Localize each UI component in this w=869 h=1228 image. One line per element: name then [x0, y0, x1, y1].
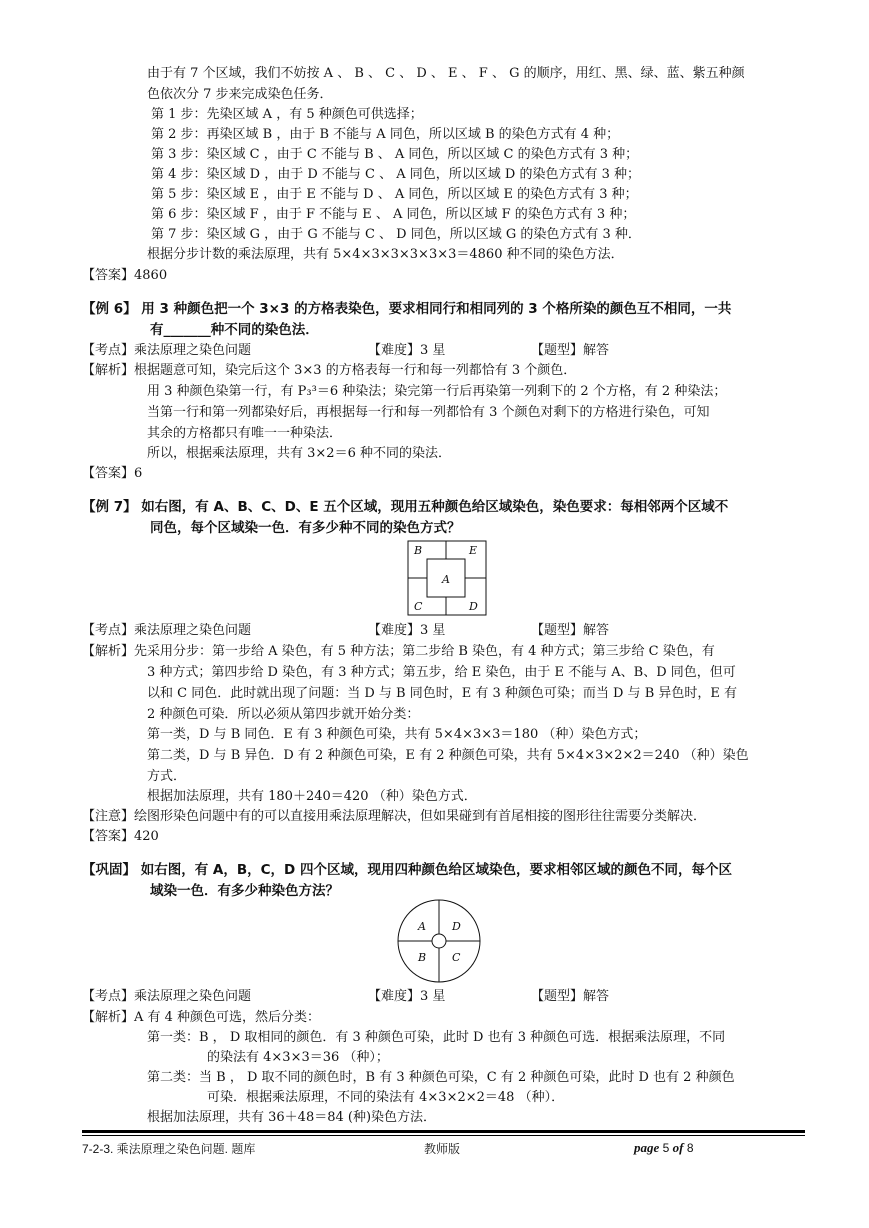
footer-rule-thin: [82, 1135, 805, 1136]
step-line: 第 3 步：染区域 C ，由于 C 不能与 B 、 A 同色，所以区域 C 的染色方式有 3 种；: [151, 147, 639, 162]
body-line: 根据分步计数的乘法原理，共有 5×4×3×3×3×3×3＝4860 种不同的染色方法．: [147, 247, 624, 262]
example-title: 有_______种不同的染色法．: [150, 322, 319, 338]
of-word: of: [672, 1140, 684, 1155]
region-label: B: [414, 544, 423, 557]
region-label: E: [469, 544, 478, 557]
tag-nandu: 【难度】3 星: [368, 623, 446, 638]
tag-nandu: 【难度】3 星: [368, 343, 446, 358]
analysis-line: 可染．根据乘法原理，不同的染法有 4×3×2×2＝48 （种）．: [207, 1090, 565, 1105]
note-line: 【注意】绘图形染色问题中有的可以直接用乘法原理解决，但如果碰到有首尾相接的图形往往需要分类解决．: [82, 809, 707, 824]
analysis-line: 【解析】A 有 4 种颜色可选，然后分类：: [82, 1010, 321, 1025]
step-line: 第 4 步：染区域 D ，由于 D 不能与 C 、 A 同色，所以区域 D 的染色方式有 3 种；: [151, 167, 640, 182]
analysis-line: 根据加法原理，共有 36＋48＝84 (种)染色方法．: [147, 1110, 437, 1125]
footer-left: 7-2-3. 乘法原理之染色问题. 题库: [82, 1142, 256, 1156]
tag-kaodian: 【考点】乘法原理之染色问题: [82, 989, 252, 1004]
footer-rule-thick: [82, 1130, 805, 1133]
footer-center: 教师版: [424, 1142, 461, 1156]
body-line: 由于有 7 个区域，我们不妨按 A 、 B 、 C 、 D 、 E 、 F 、 G 的顺序，用红、黑、绿、蓝、紫五种颜: [147, 66, 745, 81]
analysis-line: 第一类：B ， D 取相同的颜色．有 3 种颜色可染，此时 D 也有 3 种颜色可选．根据乘法原理，不同: [147, 1030, 726, 1045]
answer-line: 【答案】6: [82, 466, 143, 481]
analysis-line: 2 种颜色可染．所以必须从第四步就开始分类：: [147, 707, 420, 722]
page-total: 8: [686, 1141, 694, 1155]
example-title: 【例 7】 如右图，有 A、B、C、D、E 五个区域，现用五种颜色给区域染色，染色要求：每相邻两个区域不: [82, 499, 729, 515]
example-title: 同色，每个区域染一色．有多少种不同的染色方式？: [150, 520, 461, 536]
tag-nandu: 【难度】3 星: [368, 989, 446, 1004]
analysis-line: 【解析】根据题意可知，染完后这个 3×3 的方格表每一行和每一列都恰有 3 个颜色．: [82, 363, 577, 378]
region-label: A: [418, 920, 426, 933]
region-label: D: [469, 600, 478, 613]
region-label: D: [452, 920, 461, 933]
analysis-line: 以和 C 同色．此时就出现了问题：当 D 与 B 同色时，E 有 3 种颜色可染；而当 D 与 B 异色时，E 有: [147, 686, 738, 701]
example-title: 【巩固】 如右图，有 A，B，C，D 四个区域，现用四种颜色给区域染色，要求相邻区域的颜色不同，每个区: [82, 862, 732, 878]
page-number: [634, 1140, 694, 1156]
tag-kaodian: 【考点】乘法原理之染色问题: [82, 623, 252, 638]
region-label: B: [418, 951, 427, 964]
tag-tixing: 【题型】解答: [531, 989, 610, 1004]
example-title: 域染一色．有多少种染色方法？: [150, 883, 339, 899]
page-current: 5: [662, 1141, 670, 1155]
tag-tixing: 【题型】解答: [531, 343, 610, 358]
analysis-line: 第一类，D 与 B 同色．E 有 3 种颜色可染，共有 5×4×3×3＝180 （种）染色方式；: [147, 727, 647, 742]
analysis-line: 的染法有 4×3×3＝36 （种）；: [207, 1050, 389, 1065]
analysis-line: 方式．: [147, 769, 187, 784]
region-label: A: [442, 573, 450, 586]
step-line: 第 1 步：先染区域 A ，有 5 种颜色可供选择；: [151, 107, 423, 122]
analysis-line: 根据加法原理，共有 180＋240＝420 （种）染色方式．: [147, 789, 477, 804]
region-label: C: [414, 600, 423, 613]
analysis-line: 3 种方式；第四步给 D 染色，有 3 种方式；第五步，给 E 染色，由于 E 不能与 A、B、D 同色，但可: [147, 665, 736, 680]
region-label: C: [452, 951, 461, 964]
square-region-figure: [407, 540, 489, 617]
analysis-line: 用 3 种颜色染第一行，有 P₃³＝6 种染法；染完第一行后再染第一列剩下的 2 个方格，有 2 种染法；: [147, 384, 727, 399]
example-title: 【例 6】 用 3 种颜色把一个 3×3 的方格表染色，要求相同行和相同列的 3 个格所染的颜色互不相同，一共: [82, 301, 732, 317]
circle-region-figure: [396, 898, 482, 984]
analysis-line: 第二类，D 与 B 异色．D 有 2 种颜色可染，E 有 2 种颜色可染，共有 5×4×3×2×2＝240 （种）染色: [147, 748, 749, 763]
step-line: 第 7 步：染区域 G ，由于 G 不能与 C 、 D 同色，所以区域 G 的染色方式有 3 种．: [151, 227, 641, 242]
analysis-line: 第二类：当 B ， D 取不同的颜色时，B 有 3 种颜色可染，C 有 2 种颜色可染，此时 D 也有 2 种颜色: [147, 1070, 735, 1085]
analysis-line: 【解析】先采用分步：第一步给 A 染色，有 5 种方法；第二步给 B 染色，有 4 种方式；第三步给 C 染色，有: [82, 644, 715, 659]
step-line: 第 6 步：染区域 F ，由于 F 不能与 E 、 A 同色，所以区域 F 的染色方式有 3 种；: [151, 207, 636, 222]
answer-line: 【答案】420: [82, 829, 159, 844]
step-line: 第 2 步：再染区域 B ，由于 B 不能与 A 同色，所以区域 B 的染色方式有 4 种；: [151, 127, 620, 142]
page-word: page: [634, 1140, 660, 1155]
analysis-line: 所以，根据乘法原理，共有 3×2＝6 种不同的染法．: [147, 446, 451, 461]
analysis-line: 其余的方格都只有唯一一种染法．: [147, 426, 343, 441]
analysis-line: 当第一行和第一列都染好后，再根据每一行和每一列都恰有 3 个颜色对剩下的方格进行染色，可知: [147, 405, 710, 420]
body-line: 色依次分 7 步来完成染色任务．: [147, 87, 333, 102]
answer-line: 【答案】4860: [82, 268, 168, 283]
tag-kaodian: 【考点】乘法原理之染色问题: [82, 343, 252, 358]
step-line: 第 5 步：染区域 E ，由于 E 不能与 D 、 A 同色，所以区域 E 的染色方式有 3 种；: [151, 187, 638, 202]
tag-tixing: 【题型】解答: [531, 623, 610, 638]
